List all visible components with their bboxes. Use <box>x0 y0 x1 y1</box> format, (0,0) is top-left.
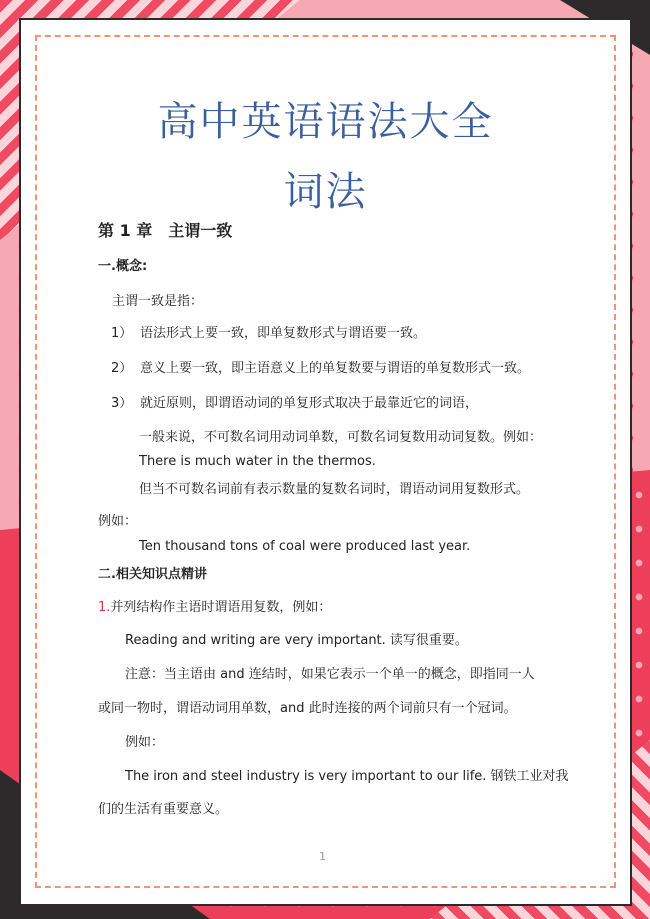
point-text: 并列结构作主语时谓语用复数，例如： <box>110 600 332 615</box>
detail-line: There is much water in the thermos. <box>139 454 376 469</box>
point-number: 1. <box>98 600 111 615</box>
detail-line: 但当不可数名词前有表示数量的复数名词时，谓语动词用复数形式。 <box>139 482 530 497</box>
point-heading <box>98 600 331 616</box>
paragraph-line: The iron and steel industry is very important to our life. 钢铁工业对我 <box>125 769 569 784</box>
page-number: 1 <box>319 850 326 863</box>
paragraph-line: 们的生活有重要意义。 <box>98 802 229 817</box>
list-item-marker: 2） <box>111 361 133 376</box>
chapter-heading: 第 1 章 主谓一致 <box>98 221 233 240</box>
section1-intro: 主谓一致是指： <box>112 294 204 309</box>
list-item-marker: 3） <box>111 396 133 411</box>
paragraph-line: 例如： <box>125 735 165 750</box>
page-title: 高中英语语法大全 <box>157 99 494 145</box>
paragraph-line: Reading and writing are very important. 读写很重要。 <box>125 633 468 648</box>
list-item-marker: 1） <box>111 326 133 341</box>
example-sentence: Ten thousand tons of coal were produced last year. <box>139 539 471 554</box>
list-item-text: 意义上要一致，即主语意义上的单复数要与谓语的单复数形式一致。 <box>140 361 531 376</box>
section2-heading: 二.相关知识点精讲 <box>98 567 207 582</box>
document-page <box>21 20 630 904</box>
paragraph-line: 注意：当主语由 and 连结时，如果它表示一个单一的概念，即指同一人 <box>125 667 535 682</box>
page-subtitle: 词法 <box>283 169 368 215</box>
list-item-text: 就近原则，即谓语动词的单复形式取决于最靠近它的词语， <box>140 396 479 411</box>
list-item-text: 语法形式上要一致，即单复数形式与谓语要一致。 <box>140 326 427 341</box>
detail-line: 一般来说，不可数名词用动词单数，可数名词复数用动词复数。例如： <box>139 430 543 445</box>
paragraph-line: 或同一物时，谓语动词用单数，and 此时连接的两个词前只有一个冠词。 <box>98 701 517 716</box>
example-label: 例如： <box>98 514 138 529</box>
section1-heading: 一.概念: <box>98 259 148 274</box>
